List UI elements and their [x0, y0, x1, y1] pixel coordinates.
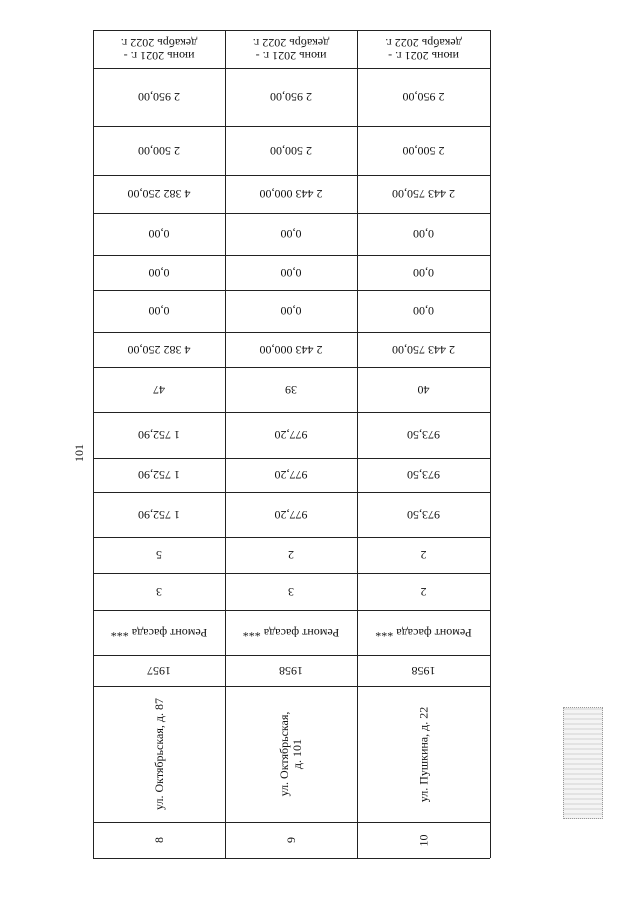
- cell-z1: 0,00: [413, 304, 434, 319]
- cell-no: 8: [151, 837, 166, 843]
- cell-total: 2 443 750,00: [392, 187, 455, 202]
- cell-work: Ремонт фасада ***: [375, 626, 472, 640]
- cell-c1: 3: [156, 585, 162, 599]
- cell-residents: 40: [417, 383, 430, 397]
- cell-area1: 1 752,90: [138, 508, 180, 522]
- cell-year: 1958: [279, 664, 303, 678]
- cell-unit1: 2 500,00: [270, 144, 312, 158]
- cell-area2: 973,50: [407, 468, 440, 483]
- cell-z2: 0,00: [413, 266, 434, 280]
- cell-area3: 977,20: [274, 428, 308, 443]
- cell-work: Ремонт фасада ***: [110, 626, 208, 640]
- cell-unit2: 2 950,00: [138, 90, 180, 105]
- cell-area2: 977,20: [274, 468, 308, 483]
- cell-total: 2 443 000,00: [259, 187, 323, 202]
- cell-period: июнь 2021 г. - декабрь 2022 г.: [385, 36, 462, 63]
- cell-c2: 5: [156, 548, 162, 563]
- stamp-text: [575, 709, 591, 815]
- cell-z2: 0,00: [148, 266, 170, 280]
- cell-address: ул. Октябрьская, д. 101: [277, 711, 304, 797]
- cell-total: 4 382 250,00: [127, 187, 191, 202]
- cell-address: ул. Пушкина, д. 22: [416, 706, 430, 802]
- cell-z3: 0,00: [280, 227, 302, 242]
- cell-unit2: 2 950,00: [270, 90, 312, 105]
- cell-z1: 0,00: [148, 304, 170, 319]
- cell-z3: 0,00: [413, 227, 434, 242]
- cell-residents: 39: [285, 383, 297, 397]
- cell-period: июнь 2021 г. - декабрь 2022 г.: [120, 36, 198, 63]
- cell-c1: 2: [420, 585, 427, 599]
- cell-z3: 0,00: [148, 227, 170, 242]
- cell-unit2: 2 950,00: [402, 90, 445, 105]
- cell-z2: 0,00: [280, 266, 302, 280]
- cell-area3: 1 752,90: [138, 428, 180, 443]
- cell-c1: 3: [288, 585, 294, 599]
- cell-unit1: 2 500,00: [138, 144, 180, 158]
- cell-year: 1957: [147, 664, 171, 678]
- cell-cost: 2 443 000,00: [259, 343, 323, 357]
- cell-no: 10: [416, 834, 430, 846]
- cell-period: июнь 2021 г. - декабрь 2022 г.: [252, 36, 330, 63]
- cell-address: ул. Октябрьская, д. 87: [151, 698, 166, 810]
- cell-area2: 1 752,90: [138, 468, 180, 483]
- cell-work: Ремонт фасада ***: [242, 626, 340, 640]
- stamp-image: [563, 707, 603, 819]
- cell-area1: 973,50: [407, 508, 440, 522]
- cell-area3: 973,50: [407, 428, 440, 443]
- cell-z1: 0,00: [280, 304, 302, 319]
- cell-unit1: 2 500,00: [402, 144, 445, 158]
- cell-cost: 4 382 250,00: [127, 343, 191, 357]
- page-number: 101: [72, 444, 86, 462]
- cell-no: 9: [283, 837, 298, 843]
- cell-year: 1958: [411, 664, 436, 678]
- cell-c2: 2: [420, 548, 427, 563]
- cell-cost: 2 443 750,00: [392, 343, 455, 357]
- cell-c2: 2: [288, 548, 294, 563]
- cell-residents: 47: [153, 383, 165, 397]
- cell-area1: 977,20: [274, 508, 308, 522]
